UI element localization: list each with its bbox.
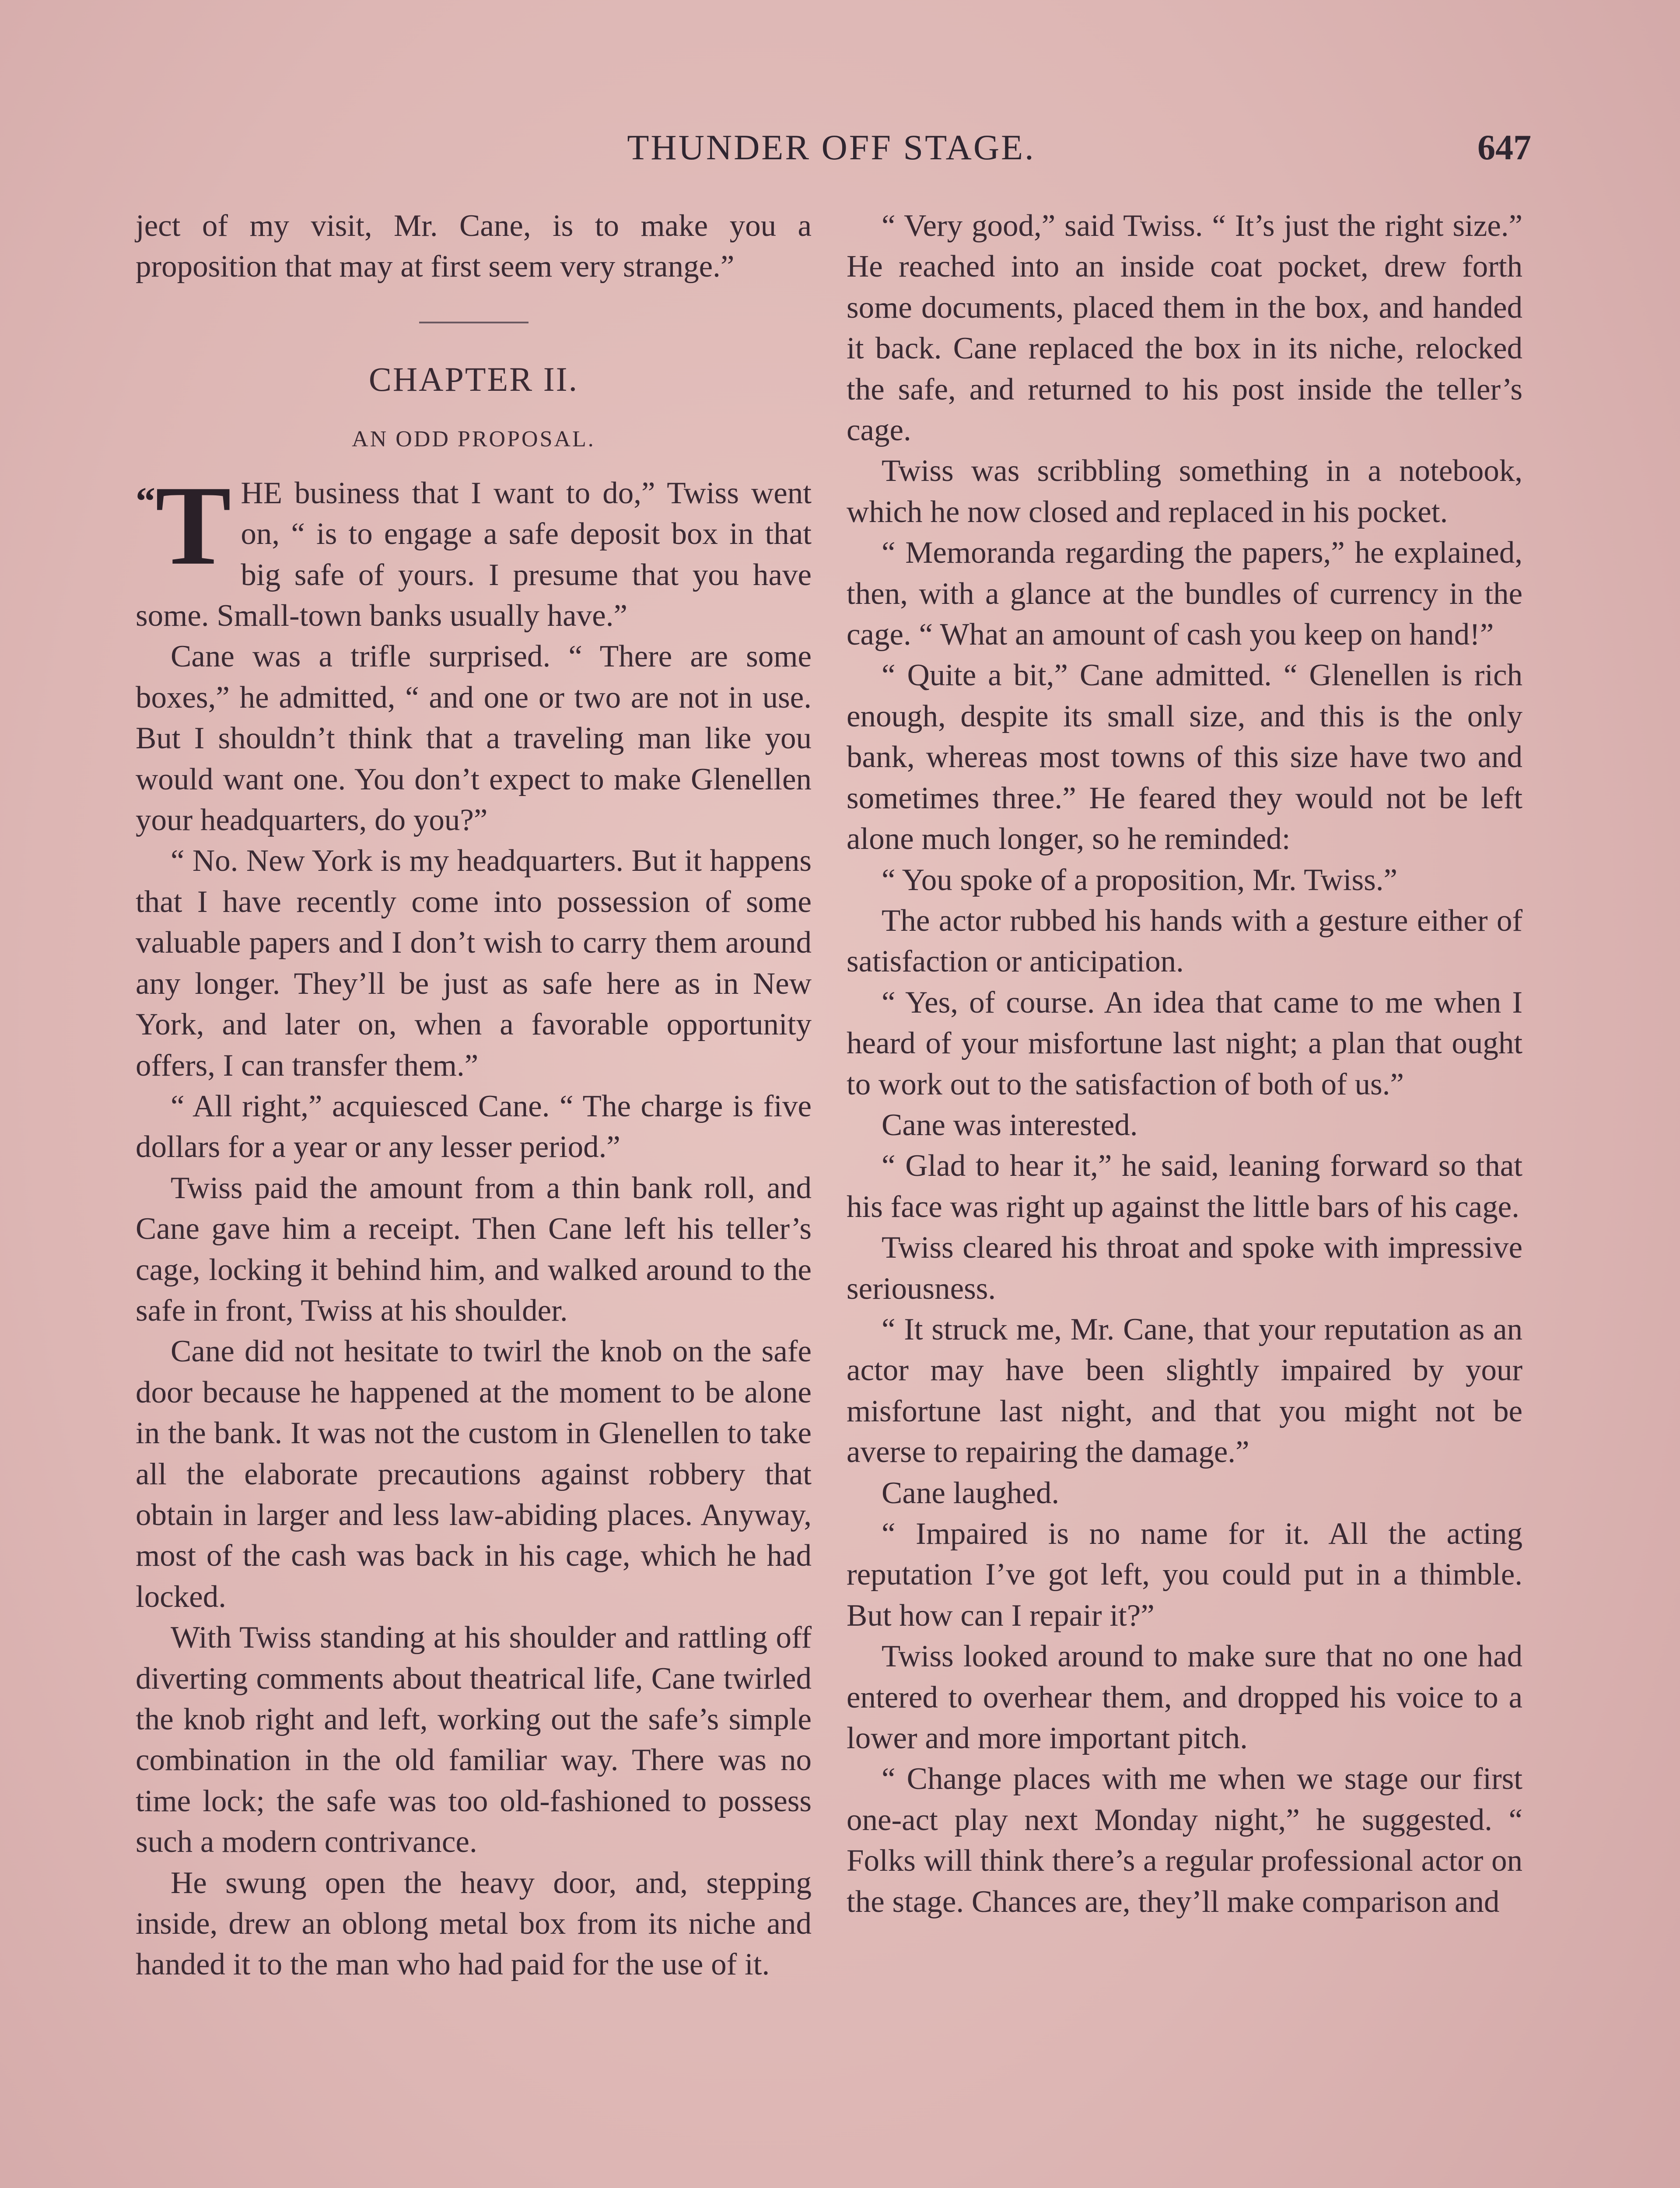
paragraph: Cane was interested.	[882, 1108, 1138, 1142]
section-divider	[419, 322, 528, 323]
paragraph: “ Yes, of course. An idea that came to me when I heard of your misfortune last night; a plan that ought to work out to the satisfaction of both of us.”	[847, 985, 1522, 1101]
paragraph: The actor rubbed his hands with a gesture either of satisfaction or anticipation.	[847, 903, 1522, 979]
paragraph: Cane laughed.	[882, 1476, 1060, 1510]
paragraph: “ You spoke of a proposition, Mr. Twiss.”	[882, 863, 1398, 897]
chapter-subtitle: AN ODD PROPOSAL.	[352, 426, 595, 452]
paragraph: “ It struck me, Mr. Cane, that your reputation as an actor may have been slightly impaired by your misfortune last night, and that you might not be averse to repairing the damage.”	[847, 1312, 1522, 1469]
paragraph: Cane was a trifle surprised. “ There are some boxes,” he admitted, “ and one or two are not in use. But I shouldn’t think that a traveling man like you would want one. You don’t expect to make Glenellen your headquarters, do you?”	[136, 639, 812, 838]
paragraph: “ Memoranda regarding the papers,” he explained, then, with a glance at the bundles of currency in the cage. “ What an amount of cash you keep on hand!”	[847, 536, 1522, 652]
opening-paragraph	[136, 462, 812, 637]
page-header	[131, 127, 1531, 175]
paragraph: Twiss was scribbling something in a notebook, which he now closed and replaced in his pocket.	[847, 454, 1522, 529]
paragraph: “ Change places with me when we stage our first one-act play next Monday night,” he suggested. “ Folks will think there’s a regular professional actor on the stage. Chances are, they’ll make comparison and	[847, 1762, 1522, 1919]
running-title: THUNDER OFF STAGE.	[627, 127, 1036, 167]
paragraph: “ Very good,” said Twiss. “ It’s just the right size.” He reached into an inside coat pocket, drew forth some documents, placed them in the box, and handed it back. Cane replaced the box in its niche, relocked the safe, and returned to his post inside the teller’s cage.	[847, 209, 1522, 448]
paragraph: He swung open the heavy door, and, stepping inside, drew an oblong metal box from its niche and handed it to the man who had paid for the use of it.	[136, 1865, 812, 1982]
paragraph: “ Quite a bit,” Cane admitted. “ Glenellen is rich enough, despite its small size, and this is the only bank, whereas most towns of this size have two and sometimes three.” He feared they would not be left alone much longer, so he reminded:	[847, 658, 1522, 856]
paragraph: “ All right,” acquiesced Cane. “ The charge is five dollars for a year or any lesser period.”	[136, 1089, 812, 1164]
paragraph: With Twiss standing at his shoulder and rattling off diverting comments about theatrical life, Cane twirled the knob right and left, working out the safe’s simple combination in the old familiar way. There was no time lock; the safe was too old-fashioned to possess such a modern contrivance.	[136, 1620, 812, 1859]
drop-cap-letter: T	[155, 462, 231, 589]
opening-text: HE business that I want to do,” Twiss went on, “ is to engage a safe deposit box in that big safe of yours. I presume that you have some. Small-town banks usually have.”	[136, 476, 812, 633]
paragraph: “ No. New York is my headquarters. But it happens that I have recently come into possession of some valuable papers and I don’t wish to carry them around any longer. They’ll be just as safe here as in New York, and later on, when a favorable opportunity offers, I can transfer them.”	[136, 844, 812, 1083]
paragraph: Twiss cleared his throat and spoke with impressive seriousness.	[847, 1231, 1522, 1306]
drop-cap	[136, 462, 231, 589]
paragraph: “ Glad to hear it,” he said, leaning forward so that his face was right up against the little bars of his cage.	[847, 1149, 1522, 1224]
paragraph-continued: ject of my visit, Mr. Cane, is to make you a proposition that may at first seem very strange.”	[136, 209, 812, 284]
paragraph: Twiss paid the amount from a thin bank roll, and Cane gave him a receipt. Then Cane left his teller’s cage, locking it behind him, and walked around to the safe in front, Twiss at his shoulder.	[136, 1171, 812, 1328]
chapter-heading: CHAPTER II.	[368, 360, 579, 398]
paragraph: Cane did not hesitate to twirl the knob on the safe door because he happened at the moment to be alone in the bank. It was not the custom in Glenellen to take all the elaborate precautions against robbery that obtain in larger and less law-abiding places. Anyway, most of the cash was back in his cage, which he had locked.	[136, 1334, 812, 1614]
right-column	[847, 206, 1522, 1922]
page-number: 647	[1477, 127, 1531, 167]
drop-cap-quote: “	[136, 479, 155, 523]
left-column	[136, 206, 812, 1985]
paragraph: Twiss looked around to make sure that no one had entered to overhear them, and dropped his voice to a lower and more important pitch.	[847, 1639, 1522, 1756]
paragraph: “ Impaired is no name for it. All the acting reputation I’ve got left, you could put in a thimble. But how can I repair it?”	[847, 1517, 1522, 1633]
